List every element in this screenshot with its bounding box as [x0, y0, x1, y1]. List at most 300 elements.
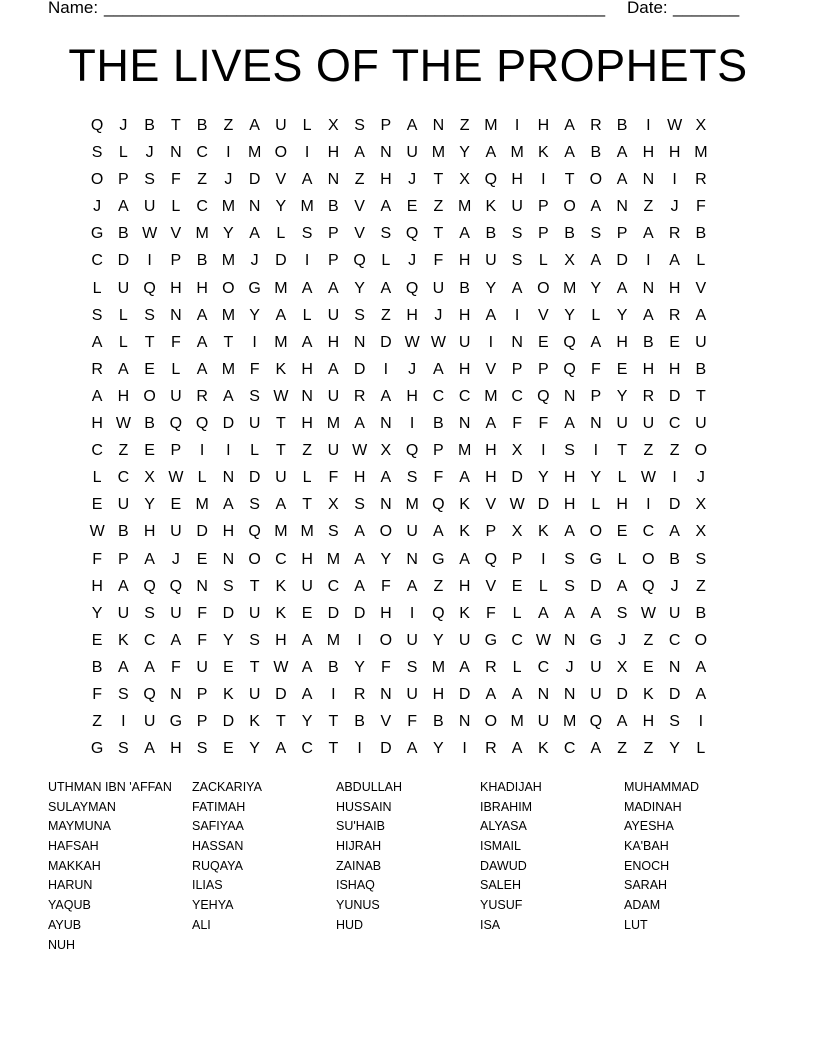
- grid-letter[interactable]: K: [459, 496, 470, 514]
- grid-letter[interactable]: T: [249, 658, 260, 676]
- grid-letter[interactable]: N: [380, 144, 392, 162]
- grid-letter[interactable]: K: [249, 713, 260, 731]
- grid-letter[interactable]: S: [616, 604, 628, 622]
- grid-letter[interactable]: F: [380, 658, 391, 676]
- grid-letter[interactable]: U: [406, 631, 418, 649]
- grid-letter[interactable]: S: [406, 658, 418, 676]
- grid-letter[interactable]: P: [118, 550, 129, 568]
- grid-letter[interactable]: M: [221, 252, 236, 270]
- grid-letter[interactable]: P: [380, 117, 392, 134]
- grid-letter[interactable]: O: [143, 387, 156, 405]
- grid-letter[interactable]: N: [248, 198, 261, 216]
- grid-letter[interactable]: H: [458, 577, 471, 595]
- grid-letter[interactable]: D: [248, 171, 261, 189]
- grid-letter[interactable]: E: [144, 442, 155, 460]
- grid-letter[interactable]: E: [223, 658, 234, 676]
- grid-letter[interactable]: E: [223, 740, 234, 758]
- grid-letter[interactable]: E: [91, 631, 103, 649]
- grid-letter[interactable]: M: [510, 144, 524, 162]
- grid-letter[interactable]: L: [250, 442, 260, 460]
- grid-letter[interactable]: J: [224, 171, 233, 189]
- grid-letter[interactable]: S: [223, 577, 234, 595]
- grid-letter[interactable]: M: [221, 360, 236, 378]
- grid-letter[interactable]: C: [91, 442, 103, 460]
- grid-letter[interactable]: P: [538, 198, 549, 216]
- grid-letter[interactable]: A: [669, 523, 680, 541]
- grid-letter[interactable]: U: [170, 523, 182, 541]
- grid-letter[interactable]: Y: [275, 198, 287, 216]
- grid-letter[interactable]: B: [433, 713, 444, 731]
- grid-letter[interactable]: D: [458, 685, 471, 703]
- grid-letter[interactable]: I: [646, 496, 651, 514]
- grid-letter[interactable]: L: [591, 496, 601, 514]
- grid-letter[interactable]: A: [616, 577, 628, 595]
- grid-letter[interactable]: M: [431, 144, 446, 162]
- grid-letter[interactable]: A: [196, 333, 208, 351]
- grid-letter[interactable]: Z: [380, 306, 391, 324]
- grid-letter[interactable]: W: [667, 117, 683, 134]
- grid-letter[interactable]: L: [92, 469, 102, 487]
- grid-letter[interactable]: A: [406, 117, 418, 134]
- grid-letter[interactable]: H: [616, 333, 628, 351]
- grid-letter[interactable]: G: [589, 550, 603, 568]
- grid-letter[interactable]: U: [511, 198, 523, 216]
- grid-letter[interactable]: H: [485, 442, 497, 460]
- grid-letter[interactable]: D: [590, 577, 602, 595]
- grid-letter[interactable]: O: [379, 523, 393, 541]
- grid-letter[interactable]: I: [514, 117, 520, 134]
- grid-letter[interactable]: H: [170, 740, 182, 758]
- grid-letter[interactable]: L: [538, 577, 548, 595]
- grid-letter[interactable]: I: [357, 740, 362, 758]
- grid-letter[interactable]: O: [274, 144, 288, 162]
- grid-letter[interactable]: I: [488, 333, 494, 351]
- grid-letter[interactable]: U: [327, 387, 340, 405]
- grid-letter[interactable]: B: [485, 225, 497, 243]
- grid-letter[interactable]: A: [459, 469, 470, 487]
- grid-letter[interactable]: Y: [249, 306, 260, 324]
- grid-letter[interactable]: F: [197, 604, 208, 622]
- grid-letter[interactable]: D: [353, 604, 366, 622]
- grid-letter[interactable]: Y: [354, 658, 365, 676]
- grid-letter[interactable]: B: [144, 117, 155, 134]
- grid-letter[interactable]: O: [694, 631, 708, 649]
- grid-letter[interactable]: J: [93, 198, 102, 216]
- grid-letter[interactable]: P: [118, 171, 129, 189]
- grid-letter[interactable]: U: [301, 577, 313, 595]
- grid-letter[interactable]: G: [248, 279, 261, 297]
- grid-letter[interactable]: K: [223, 685, 234, 703]
- grid-letter[interactable]: I: [383, 360, 389, 378]
- grid-letter[interactable]: N: [642, 171, 655, 189]
- grid-letter[interactable]: H: [380, 171, 392, 189]
- grid-letter[interactable]: U: [406, 685, 418, 703]
- grid-letter[interactable]: L: [302, 117, 312, 134]
- grid-letter[interactable]: R: [668, 306, 681, 324]
- grid-letter[interactable]: Y: [669, 740, 680, 758]
- grid-letter[interactable]: O: [589, 171, 603, 189]
- grid-letter[interactable]: Y: [590, 469, 602, 487]
- grid-letter[interactable]: P: [328, 252, 339, 270]
- grid-letter[interactable]: C: [275, 550, 287, 568]
- grid-letter[interactable]: P: [616, 225, 628, 243]
- grid-letter[interactable]: N: [590, 415, 602, 433]
- grid-letter[interactable]: F: [538, 415, 549, 433]
- grid-letter[interactable]: M: [326, 631, 341, 649]
- grid-letter[interactable]: U: [590, 658, 602, 676]
- grid-letter[interactable]: Z: [433, 198, 444, 216]
- grid-letter[interactable]: B: [328, 658, 339, 676]
- grid-letter[interactable]: Y: [223, 225, 234, 243]
- grid-letter[interactable]: F: [197, 631, 208, 649]
- grid-letter[interactable]: Q: [195, 415, 209, 433]
- grid-letter[interactable]: F: [485, 604, 496, 622]
- grid-letter[interactable]: Y: [144, 496, 155, 514]
- grid-letter[interactable]: M: [484, 387, 498, 405]
- grid-letter[interactable]: Q: [563, 360, 576, 378]
- grid-letter[interactable]: O: [563, 198, 576, 216]
- grid-letter[interactable]: N: [170, 144, 182, 162]
- grid-letter[interactable]: I: [409, 604, 415, 622]
- grid-letter[interactable]: K: [459, 604, 470, 622]
- grid-letter[interactable]: A: [590, 740, 602, 758]
- grid-letter[interactable]: N: [301, 387, 313, 405]
- grid-letter[interactable]: C: [301, 740, 313, 758]
- date-field[interactable]: _______: [673, 0, 740, 17]
- grid-letter[interactable]: D: [275, 252, 287, 270]
- grid-letter[interactable]: W: [168, 469, 184, 487]
- grid-letter[interactable]: S: [144, 306, 155, 324]
- grid-letter[interactable]: N: [432, 117, 445, 134]
- grid-letter[interactable]: J: [408, 360, 417, 378]
- grid-letter[interactable]: A: [564, 604, 575, 622]
- grid-letter[interactable]: Q: [405, 442, 419, 460]
- grid-letter[interactable]: A: [643, 225, 654, 243]
- grid-letter[interactable]: L: [617, 550, 627, 568]
- grid-letter[interactable]: B: [459, 279, 470, 297]
- grid-letter[interactable]: T: [144, 333, 155, 351]
- grid-letter[interactable]: S: [144, 604, 155, 622]
- grid-letter[interactable]: A: [380, 387, 392, 405]
- grid-letter[interactable]: M: [274, 523, 288, 541]
- grid-letter[interactable]: D: [616, 685, 628, 703]
- grid-letter[interactable]: C: [511, 387, 523, 405]
- grid-letter[interactable]: D: [380, 333, 392, 351]
- grid-letter[interactable]: H: [642, 360, 655, 378]
- grid-letter[interactable]: Q: [537, 387, 550, 405]
- grid-letter[interactable]: C: [537, 658, 550, 676]
- grid-letter[interactable]: H: [117, 387, 130, 405]
- grid-letter[interactable]: A: [564, 415, 575, 433]
- grid-letter[interactable]: V: [538, 306, 549, 324]
- grid-letter[interactable]: A: [354, 550, 365, 568]
- grid-letter[interactable]: F: [380, 577, 391, 595]
- grid-letter[interactable]: A: [380, 469, 392, 487]
- grid-letter[interactable]: T: [170, 117, 181, 134]
- grid-letter[interactable]: H: [353, 469, 366, 487]
- grid-letter[interactable]: A: [144, 658, 155, 676]
- grid-letter[interactable]: C: [511, 631, 523, 649]
- grid-letter[interactable]: W: [115, 415, 131, 433]
- grid-letter[interactable]: L: [171, 360, 181, 378]
- grid-letter[interactable]: N: [458, 713, 471, 731]
- grid-letter[interactable]: A: [695, 306, 707, 324]
- grid-letter[interactable]: W: [640, 469, 656, 487]
- grid-letter[interactable]: D: [353, 360, 366, 378]
- grid-letter[interactable]: D: [537, 496, 550, 514]
- grid-letter[interactable]: P: [196, 713, 208, 731]
- grid-letter[interactable]: H: [275, 631, 287, 649]
- grid-letter[interactable]: V: [354, 198, 365, 216]
- grid-letter[interactable]: A: [695, 658, 707, 676]
- grid-letter[interactable]: T: [433, 171, 444, 189]
- grid-letter[interactable]: S: [354, 496, 365, 514]
- grid-letter[interactable]: A: [433, 523, 444, 541]
- grid-letter[interactable]: A: [590, 198, 602, 216]
- grid-letter[interactable]: F: [170, 333, 181, 351]
- grid-letter[interactable]: T: [433, 225, 444, 243]
- grid-letter[interactable]: H: [432, 685, 445, 703]
- grid-letter[interactable]: A: [328, 360, 339, 378]
- grid-letter[interactable]: Y: [301, 713, 313, 731]
- grid-letter[interactable]: M: [405, 496, 419, 514]
- grid-letter[interactable]: U: [170, 604, 182, 622]
- grid-letter[interactable]: Z: [643, 198, 654, 216]
- grid-letter[interactable]: V: [275, 171, 287, 189]
- grid-letter[interactable]: A: [223, 387, 234, 405]
- grid-letter[interactable]: N: [380, 685, 392, 703]
- grid-letter[interactable]: F: [695, 198, 706, 216]
- grid-letter[interactable]: B: [695, 225, 707, 243]
- grid-letter[interactable]: D: [380, 740, 392, 758]
- grid-letter[interactable]: Z: [459, 117, 470, 134]
- grid-letter[interactable]: Q: [484, 550, 498, 568]
- grid-letter[interactable]: E: [406, 198, 418, 216]
- grid-letter[interactable]: D: [222, 415, 235, 433]
- grid-letter[interactable]: A: [301, 658, 313, 676]
- grid-letter[interactable]: Y: [223, 631, 234, 649]
- grid-letter[interactable]: X: [511, 442, 523, 460]
- grid-letter[interactable]: O: [248, 550, 261, 568]
- grid-letter[interactable]: C: [196, 144, 208, 162]
- grid-letter[interactable]: P: [328, 225, 339, 243]
- grid-letter[interactable]: J: [670, 577, 679, 595]
- grid-letter[interactable]: C: [143, 631, 156, 649]
- grid-letter[interactable]: H: [537, 117, 550, 134]
- grid-letter[interactable]: F: [170, 171, 181, 189]
- grid-letter[interactable]: H: [327, 144, 340, 162]
- grid-letter[interactable]: C: [327, 577, 340, 595]
- grid-letter[interactable]: H: [616, 496, 628, 514]
- grid-letter[interactable]: Z: [223, 117, 234, 134]
- grid-letter[interactable]: I: [593, 442, 599, 460]
- grid-letter[interactable]: D: [668, 685, 681, 703]
- grid-letter[interactable]: R: [485, 658, 497, 676]
- grid-letter[interactable]: C: [563, 740, 576, 758]
- grid-letter[interactable]: I: [147, 252, 152, 270]
- grid-letter[interactable]: L: [171, 198, 181, 216]
- grid-letter[interactable]: K: [538, 523, 549, 541]
- grid-letter[interactable]: W: [404, 333, 420, 351]
- grid-letter[interactable]: A: [616, 279, 628, 297]
- grid-letter[interactable]: A: [354, 577, 365, 595]
- grid-letter[interactable]: A: [328, 279, 339, 297]
- grid-letter[interactable]: A: [511, 685, 523, 703]
- grid-letter[interactable]: Q: [169, 415, 183, 433]
- grid-letter[interactable]: S: [301, 225, 313, 243]
- grid-letter[interactable]: E: [91, 496, 103, 514]
- grid-letter[interactable]: A: [406, 740, 418, 758]
- grid-letter[interactable]: H: [485, 469, 497, 487]
- grid-letter[interactable]: M: [221, 198, 236, 216]
- grid-letter[interactable]: H: [668, 279, 681, 297]
- grid-letter[interactable]: G: [90, 225, 104, 243]
- grid-letter[interactable]: J: [618, 631, 627, 649]
- grid-letter[interactable]: A: [590, 252, 602, 270]
- grid-letter[interactable]: W: [640, 604, 656, 622]
- grid-letter[interactable]: Y: [616, 306, 628, 324]
- grid-letter[interactable]: M: [195, 225, 209, 243]
- grid-letter[interactable]: W: [535, 631, 551, 649]
- grid-letter[interactable]: I: [331, 685, 336, 703]
- grid-letter[interactable]: J: [670, 198, 679, 216]
- grid-letter[interactable]: F: [170, 658, 181, 676]
- grid-letter[interactable]: I: [304, 144, 310, 162]
- grid-letter[interactable]: B: [433, 415, 444, 433]
- grid-letter[interactable]: H: [170, 279, 182, 297]
- grid-letter[interactable]: X: [328, 496, 339, 514]
- grid-letter[interactable]: N: [563, 387, 576, 405]
- grid-letter[interactable]: U: [616, 415, 628, 433]
- grid-letter[interactable]: I: [672, 171, 677, 189]
- grid-letter[interactable]: C: [432, 387, 445, 405]
- grid-letter[interactable]: A: [590, 604, 602, 622]
- grid-letter[interactable]: V: [695, 279, 707, 297]
- grid-letter[interactable]: H: [91, 415, 103, 433]
- grid-letter[interactable]: A: [249, 225, 260, 243]
- grid-letter[interactable]: E: [170, 496, 182, 514]
- grid-letter[interactable]: V: [485, 496, 497, 514]
- grid-letter[interactable]: H: [458, 306, 471, 324]
- grid-letter[interactable]: G: [589, 631, 603, 649]
- grid-letter[interactable]: B: [196, 252, 208, 270]
- grid-letter[interactable]: K: [538, 740, 549, 758]
- grid-letter[interactable]: Z: [302, 442, 313, 460]
- grid-letter[interactable]: A: [301, 685, 313, 703]
- grid-letter[interactable]: S: [144, 171, 155, 189]
- grid-letter[interactable]: Z: [643, 631, 654, 649]
- grid-letter[interactable]: U: [117, 496, 130, 514]
- grid-letter[interactable]: C: [117, 469, 130, 487]
- grid-letter[interactable]: L: [538, 252, 548, 270]
- grid-letter[interactable]: R: [590, 117, 602, 134]
- grid-letter[interactable]: W: [142, 225, 158, 243]
- grid-letter[interactable]: R: [642, 387, 655, 405]
- grid-letter[interactable]: F: [590, 360, 601, 378]
- grid-letter[interactable]: U: [458, 631, 471, 649]
- grid-letter[interactable]: A: [380, 279, 392, 297]
- grid-letter[interactable]: Z: [617, 740, 628, 758]
- grid-letter[interactable]: H: [642, 713, 655, 731]
- grid-letter[interactable]: Y: [433, 740, 444, 758]
- grid-letter[interactable]: Q: [563, 333, 576, 351]
- grid-letter[interactable]: H: [458, 360, 471, 378]
- grid-letter[interactable]: L: [696, 740, 706, 758]
- grid-letter[interactable]: L: [381, 252, 391, 270]
- grid-letter[interactable]: O: [642, 550, 655, 568]
- grid-letter[interactable]: Z: [433, 577, 444, 595]
- grid-letter[interactable]: N: [458, 415, 471, 433]
- grid-letter[interactable]: W: [273, 658, 289, 676]
- grid-letter[interactable]: G: [169, 713, 183, 731]
- grid-letter[interactable]: S: [328, 523, 339, 541]
- grid-letter[interactable]: U: [275, 469, 287, 487]
- grid-letter[interactable]: F: [512, 415, 523, 433]
- grid-letter[interactable]: R: [485, 740, 497, 758]
- grid-letter[interactable]: X: [328, 117, 339, 134]
- grid-letter[interactable]: M: [326, 415, 341, 433]
- grid-letter[interactable]: Z: [669, 442, 680, 460]
- grid-letter[interactable]: N: [537, 685, 550, 703]
- grid-letter[interactable]: H: [406, 387, 418, 405]
- grid-letter[interactable]: D: [668, 387, 681, 405]
- grid-letter[interactable]: S: [91, 144, 103, 162]
- grid-letter[interactable]: S: [406, 469, 418, 487]
- grid-letter[interactable]: H: [668, 144, 681, 162]
- grid-letter[interactable]: L: [512, 658, 522, 676]
- grid-letter[interactable]: Y: [354, 279, 365, 297]
- grid-letter[interactable]: V: [485, 577, 497, 595]
- grid-letter[interactable]: U: [170, 387, 182, 405]
- grid-letter[interactable]: E: [301, 604, 313, 622]
- grid-letter[interactable]: I: [121, 713, 126, 731]
- grid-letter[interactable]: I: [646, 117, 651, 134]
- grid-letter[interactable]: X: [459, 171, 470, 189]
- grid-letter[interactable]: H: [563, 496, 576, 514]
- grid-letter[interactable]: N: [563, 631, 576, 649]
- grid-letter[interactable]: C: [91, 252, 103, 270]
- grid-letter[interactable]: F: [92, 685, 103, 703]
- grid-letter[interactable]: A: [433, 360, 444, 378]
- grid-letter[interactable]: M: [431, 658, 446, 676]
- grid-letter[interactable]: S: [91, 306, 103, 324]
- grid-letter[interactable]: I: [409, 415, 415, 433]
- grid-letter[interactable]: Q: [90, 117, 104, 134]
- grid-letter[interactable]: K: [643, 685, 654, 703]
- grid-letter[interactable]: U: [485, 252, 497, 270]
- grid-letter[interactable]: F: [328, 469, 339, 487]
- grid-letter[interactable]: M: [694, 144, 708, 162]
- grid-letter[interactable]: E: [669, 333, 680, 351]
- grid-letter[interactable]: A: [616, 713, 628, 731]
- grid-letter[interactable]: V: [380, 713, 392, 731]
- grid-letter[interactable]: S: [196, 740, 208, 758]
- grid-letter[interactable]: I: [541, 550, 546, 568]
- grid-letter[interactable]: J: [565, 658, 574, 676]
- grid-letter[interactable]: U: [248, 604, 261, 622]
- grid-letter[interactable]: Q: [405, 279, 419, 297]
- grid-letter[interactable]: U: [327, 306, 340, 324]
- grid-letter[interactable]: D: [222, 713, 235, 731]
- grid-letter[interactable]: B: [91, 658, 103, 676]
- grid-letter[interactable]: H: [563, 469, 576, 487]
- grid-letter[interactable]: O: [222, 279, 235, 297]
- grid-letter[interactable]: C: [642, 523, 655, 541]
- grid-letter[interactable]: Y: [564, 306, 575, 324]
- grid-letter[interactable]: E: [511, 577, 523, 595]
- grid-letter[interactable]: U: [406, 144, 418, 162]
- grid-letter[interactable]: Y: [433, 631, 444, 649]
